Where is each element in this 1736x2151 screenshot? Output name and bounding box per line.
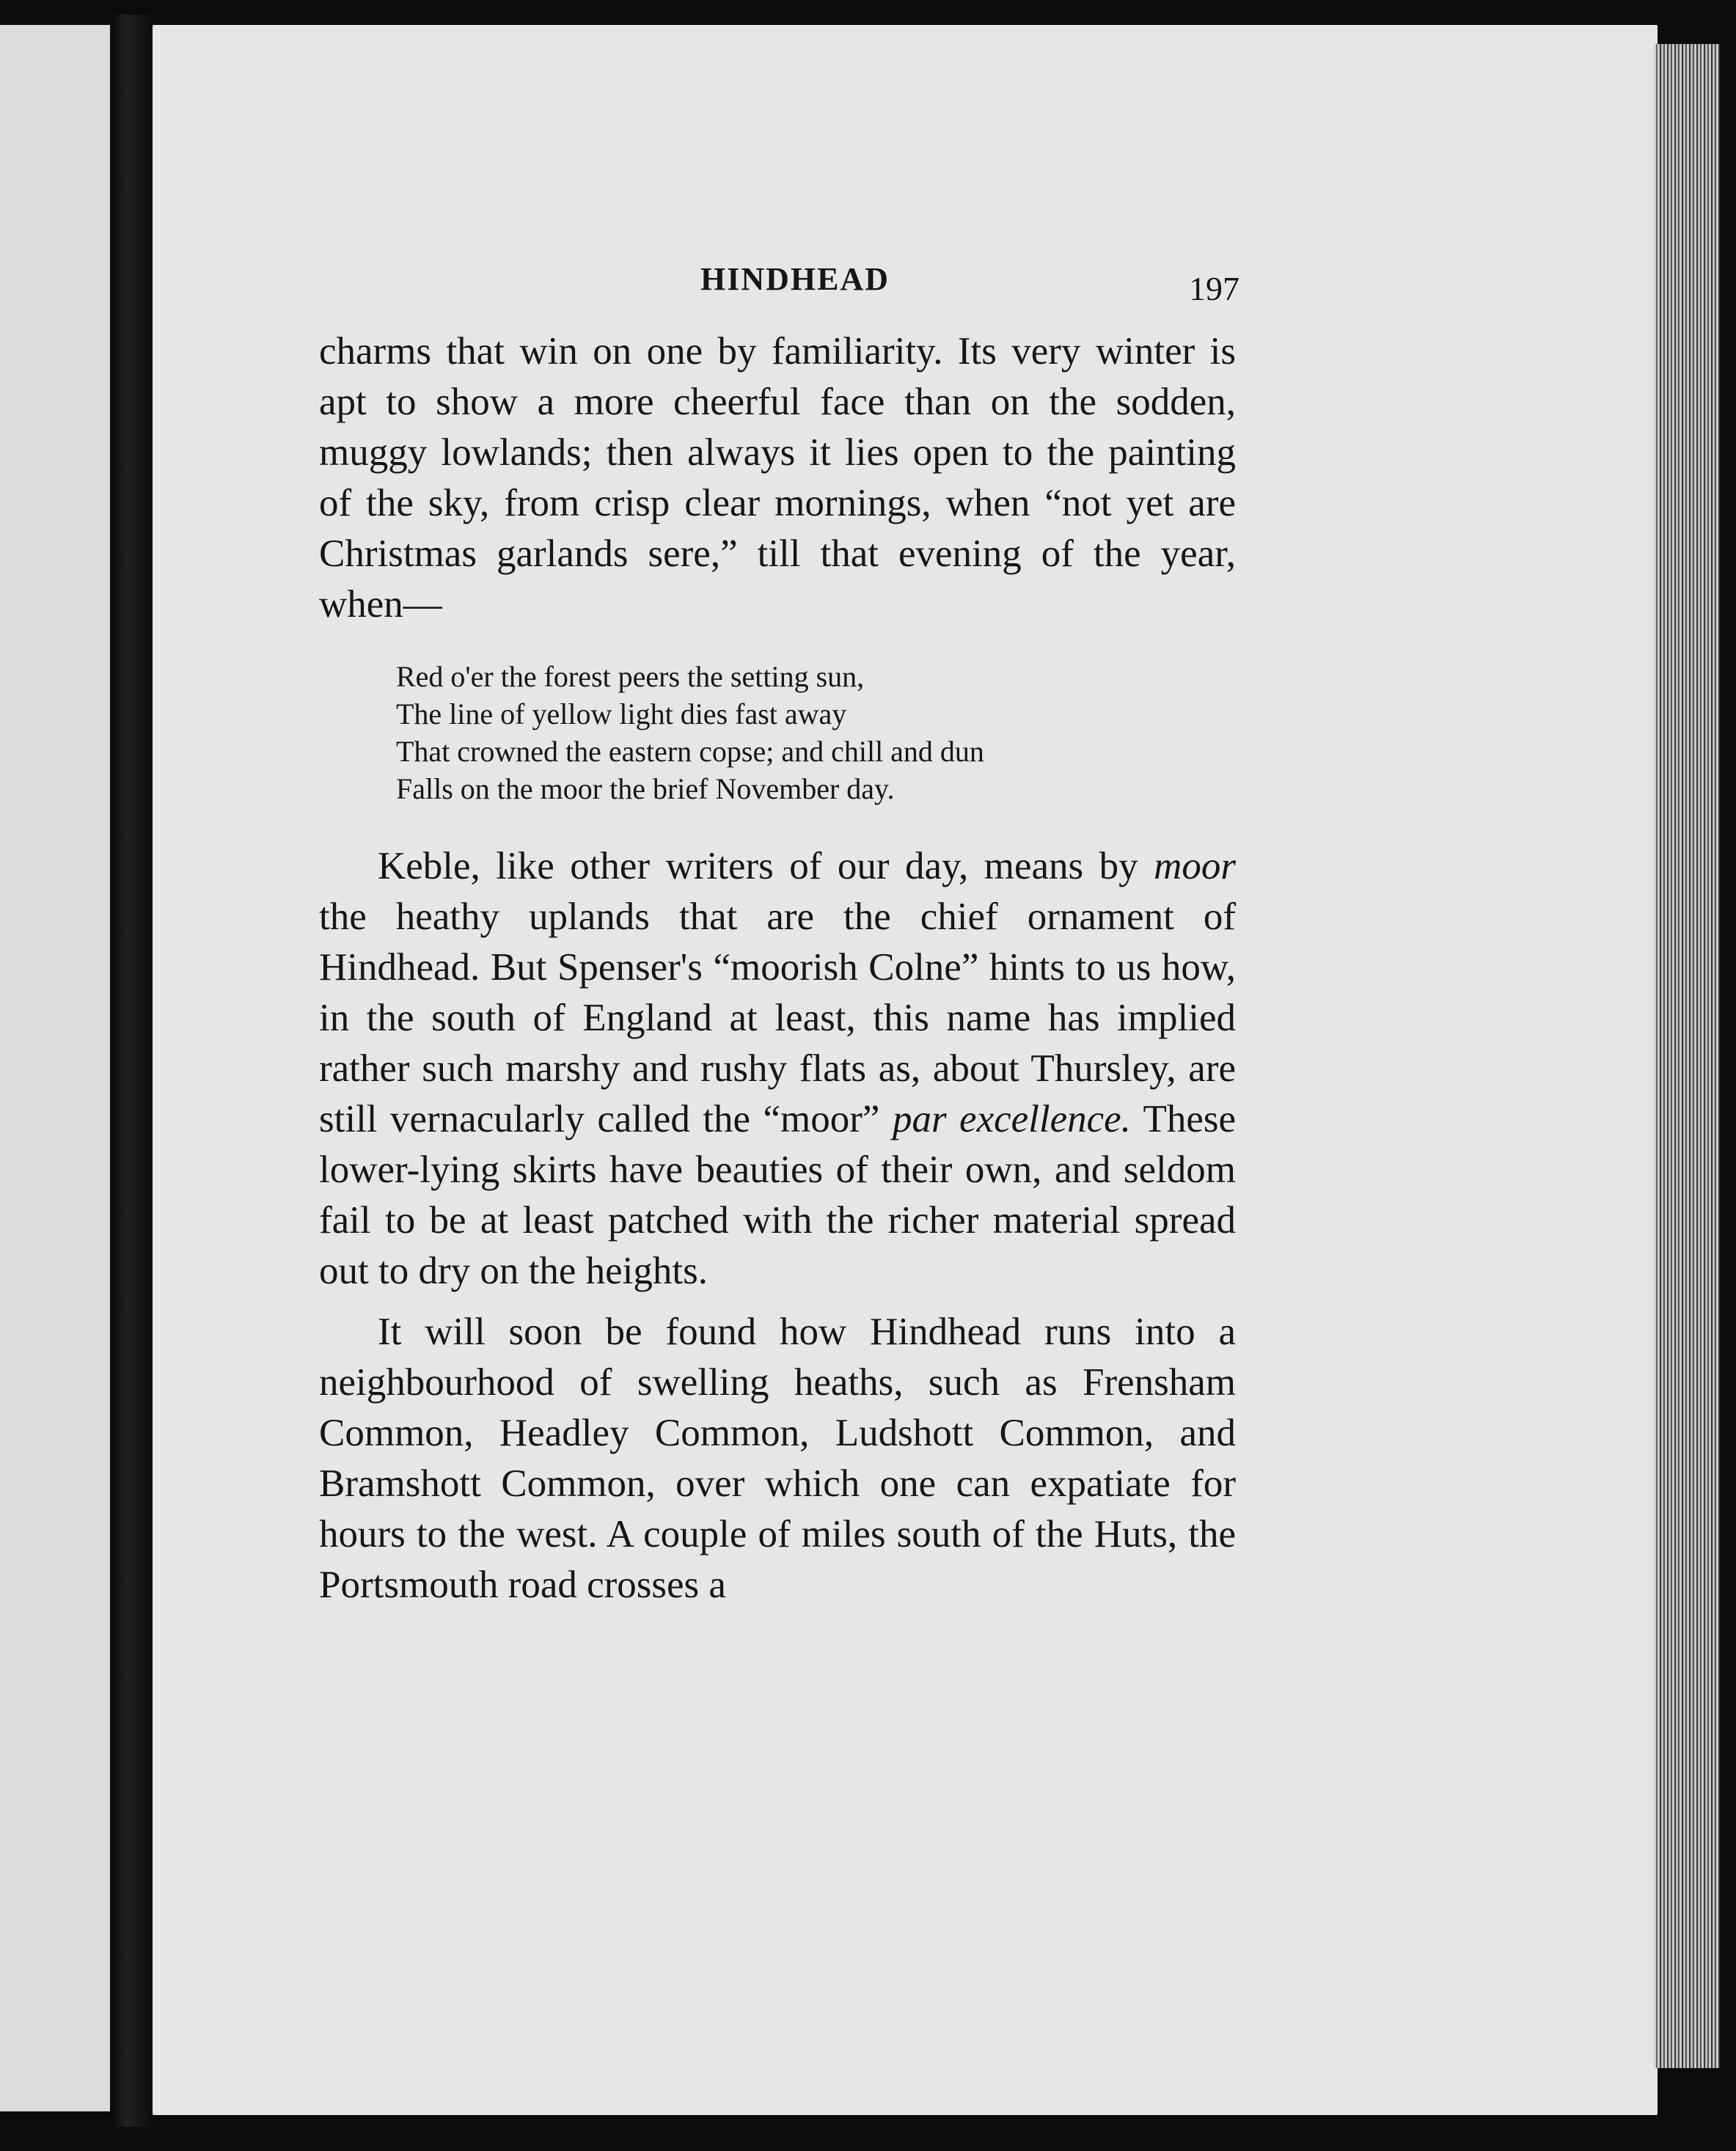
keble-text-end: These lower-lying skirts have beauties of their own, and seldom fail to be at least patched with the richer material spread out to dry on the heights. xyxy=(319,1098,1237,1292)
paragraph-keble xyxy=(319,841,1236,1297)
italic-moor: moor xyxy=(1154,845,1236,887)
page-text-block xyxy=(319,260,1239,1610)
verse-line: Red o'er the forest peers the setting sun, xyxy=(396,660,865,693)
italic-par-excellence: par excellence. xyxy=(892,1098,1131,1140)
verse-line: Falls on the moor the brief November day. xyxy=(396,772,895,805)
page-fore-edge xyxy=(1654,44,1720,2068)
paragraph-charms: charms that win on one by familiarity. Its very winter is apt to show a more cheerful face than on the sodden, muggy lowlands; then always it lies open to the painting of the sky, from crisp clear mornings, when “not yet are Christmas garlands sere,” till that evening of the year, when— xyxy=(319,330,1236,626)
previous-page-edge xyxy=(0,25,114,2111)
keble-text-middle: the heathy uplands that are the chief ornament of Hindhead. But Spenser's “moorish Colne” hints to us how, in the south of England at least, this name has implied rather such marshy and rushy flats as, about Thursley, are still vernacularly called the “moor” xyxy=(319,895,1236,1140)
running-title: HINDHEAD xyxy=(700,261,890,297)
verse-line: That crowned the eastern copse; and chill and dun xyxy=(396,735,984,768)
verse-line: The line of yellow light dies fast away xyxy=(396,697,847,730)
paragraph-hindhead-heaths: It will soon be found how Hindhead runs into a neighbourhood of swelling heaths, such as Frensham Common, Headley Common, Ludshott Common, and Bramshott Common, over which one can expatiate for hours to the west. A couple of miles south of the Huts, the Portsmouth road crosses a xyxy=(319,1311,1236,1606)
running-head xyxy=(319,260,1239,326)
keble-text-start: Keble, like other writers of our day, means by xyxy=(378,845,1138,887)
book-gutter xyxy=(110,15,153,2127)
verse-quotation xyxy=(396,658,1236,807)
page-number: 197 xyxy=(1189,270,1239,307)
